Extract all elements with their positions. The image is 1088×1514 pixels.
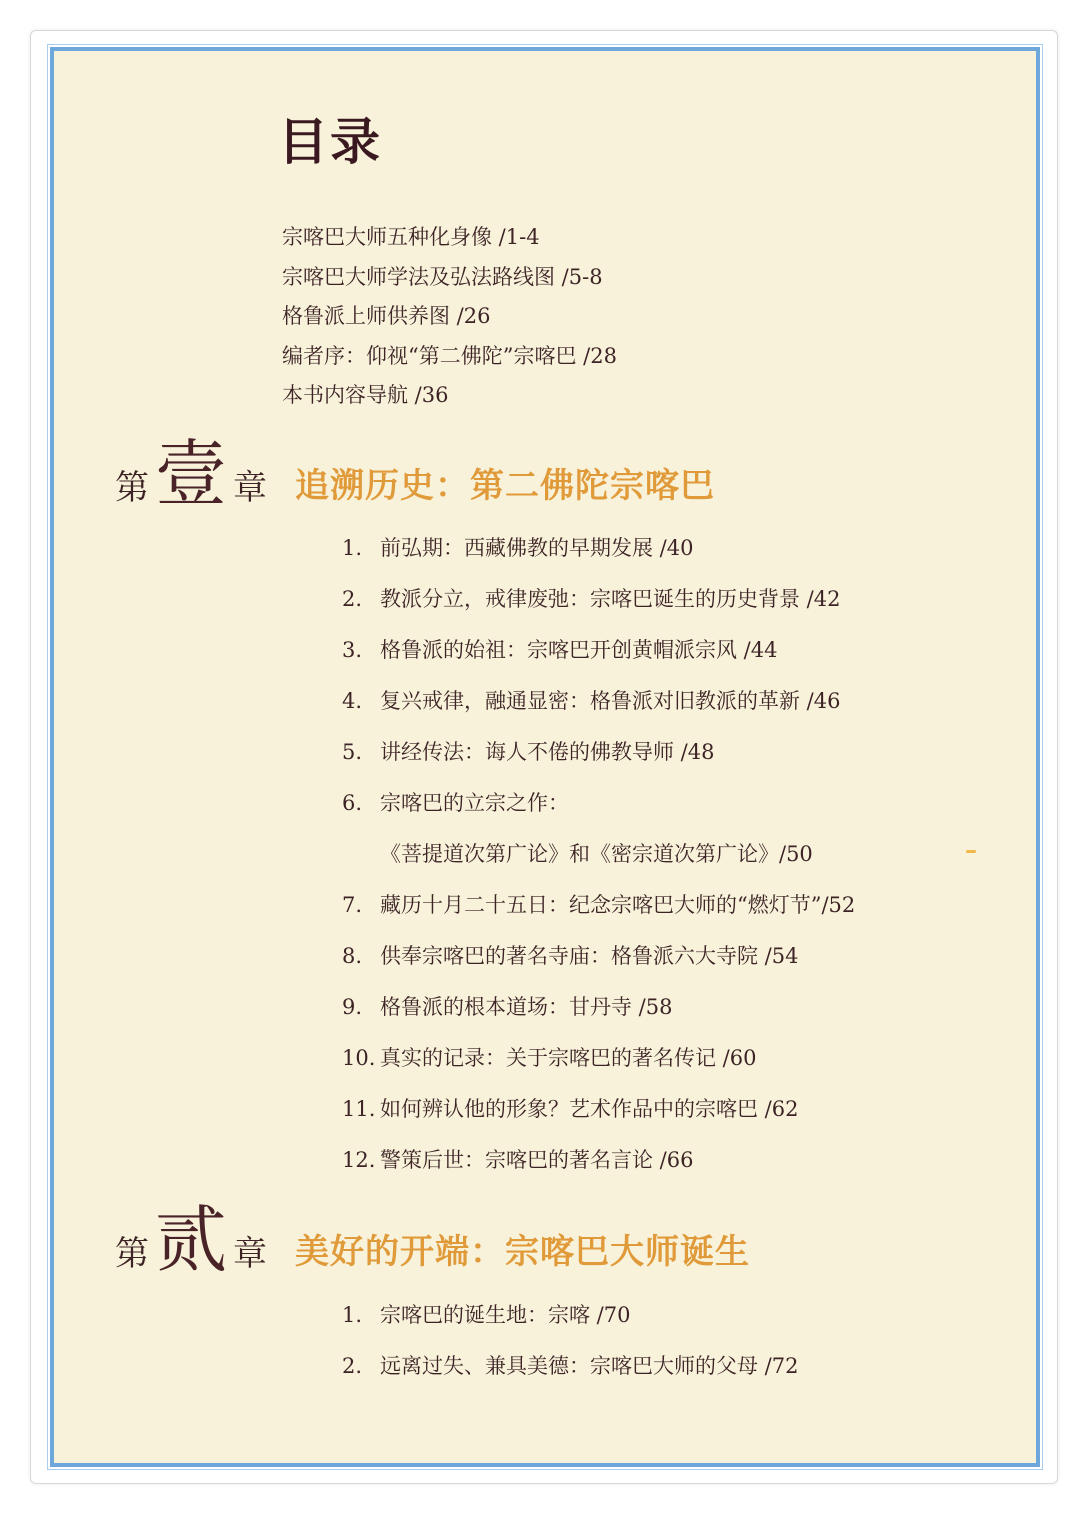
toc-entry[interactable]: 7. 藏历十月二十五日：纪念宗喀巴大师的“燃灯节”/52 <box>342 893 856 917</box>
chapter-2-heading <box>115 1198 750 1282</box>
chapter-1-heading <box>115 432 715 516</box>
chapter-number: 壹 <box>155 432 228 516</box>
front-matter-item[interactable]: 宗喀巴大师学法及弘法路线图 /5-8 <box>282 264 603 289</box>
front-matter-item[interactable]: 编者序：仰视“第二佛陀”宗喀巴 /28 <box>282 343 617 368</box>
front-matter-item[interactable]: 宗喀巴大师五种化身像 /1-4 <box>282 225 540 249</box>
chapter-1-list <box>342 531 855 1194</box>
toc-entry[interactable]: 9. 格鲁派的根本道场：甘丹寺 /58 <box>342 995 673 1019</box>
toc-entry[interactable]: 4. 复兴戒律，融通显密：格鲁派对旧教派的革新 /46 <box>342 689 841 713</box>
chapter-2-list <box>342 1298 798 1400</box>
chapter-label-zhang: 章 <box>233 468 268 508</box>
toc-entry-continuation[interactable]: 《菩提道次第广论》和《密宗道次第广论》/50 <box>380 842 813 866</box>
chapter-label-zhang: 章 <box>233 1234 268 1274</box>
toc-entry[interactable]: 2. 远离过失、兼具美德：宗喀巴大师的父母 /72 <box>342 1354 799 1378</box>
chapter-number: 贰 <box>155 1198 228 1282</box>
front-matter-item[interactable]: 格鲁派上师供养图 /26 <box>282 304 491 328</box>
chapter-label-di: 第 <box>115 1234 149 1274</box>
toc-entry[interactable]: 2. 教派分立，戒律废弛：宗喀巴诞生的历史背景 /42 <box>342 587 841 611</box>
toc-entry[interactable]: 1. 前弘期：西藏佛教的早期发展 /40 <box>342 536 694 560</box>
toc-entry[interactable]: 10. 真实的记录：关于宗喀巴的著名传记 /60 <box>342 1046 757 1070</box>
toc-entry[interactable]: 11. 如何辨认他的形象？艺术作品中的宗喀巴 /62 <box>342 1097 799 1121</box>
chapter-label-di: 第 <box>115 468 149 508</box>
chapter-1-title[interactable]: 追溯历史：第二佛陀宗喀巴 <box>295 466 716 506</box>
toc-entry[interactable]: 1. 宗喀巴的诞生地：宗喀 /70 <box>342 1303 631 1327</box>
front-matter-list <box>282 222 617 420</box>
toc-entry[interactable]: 6. 宗喀巴的立宗之作： <box>342 791 569 815</box>
toc-entry[interactable]: 5. 讲经传法：诲人不倦的佛教导师 /48 <box>342 740 715 764</box>
toc-title: 目录 <box>278 112 382 171</box>
toc-entry[interactable]: 3. 格鲁派的始祖：宗喀巴开创黄帽派宗风 /44 <box>342 638 778 662</box>
decorative-speck <box>966 850 976 853</box>
toc-entry[interactable]: 12. 警策后世：宗喀巴的著名言论 /66 <box>342 1148 694 1172</box>
chapter-2-title[interactable]: 美好的开端：宗喀巴大师诞生 <box>295 1232 751 1272</box>
toc-entry[interactable]: 8. 供奉宗喀巴的著名寺庙：格鲁派六大寺院 /54 <box>342 944 799 968</box>
front-matter-item[interactable]: 本书内容导航 /36 <box>282 383 449 407</box>
